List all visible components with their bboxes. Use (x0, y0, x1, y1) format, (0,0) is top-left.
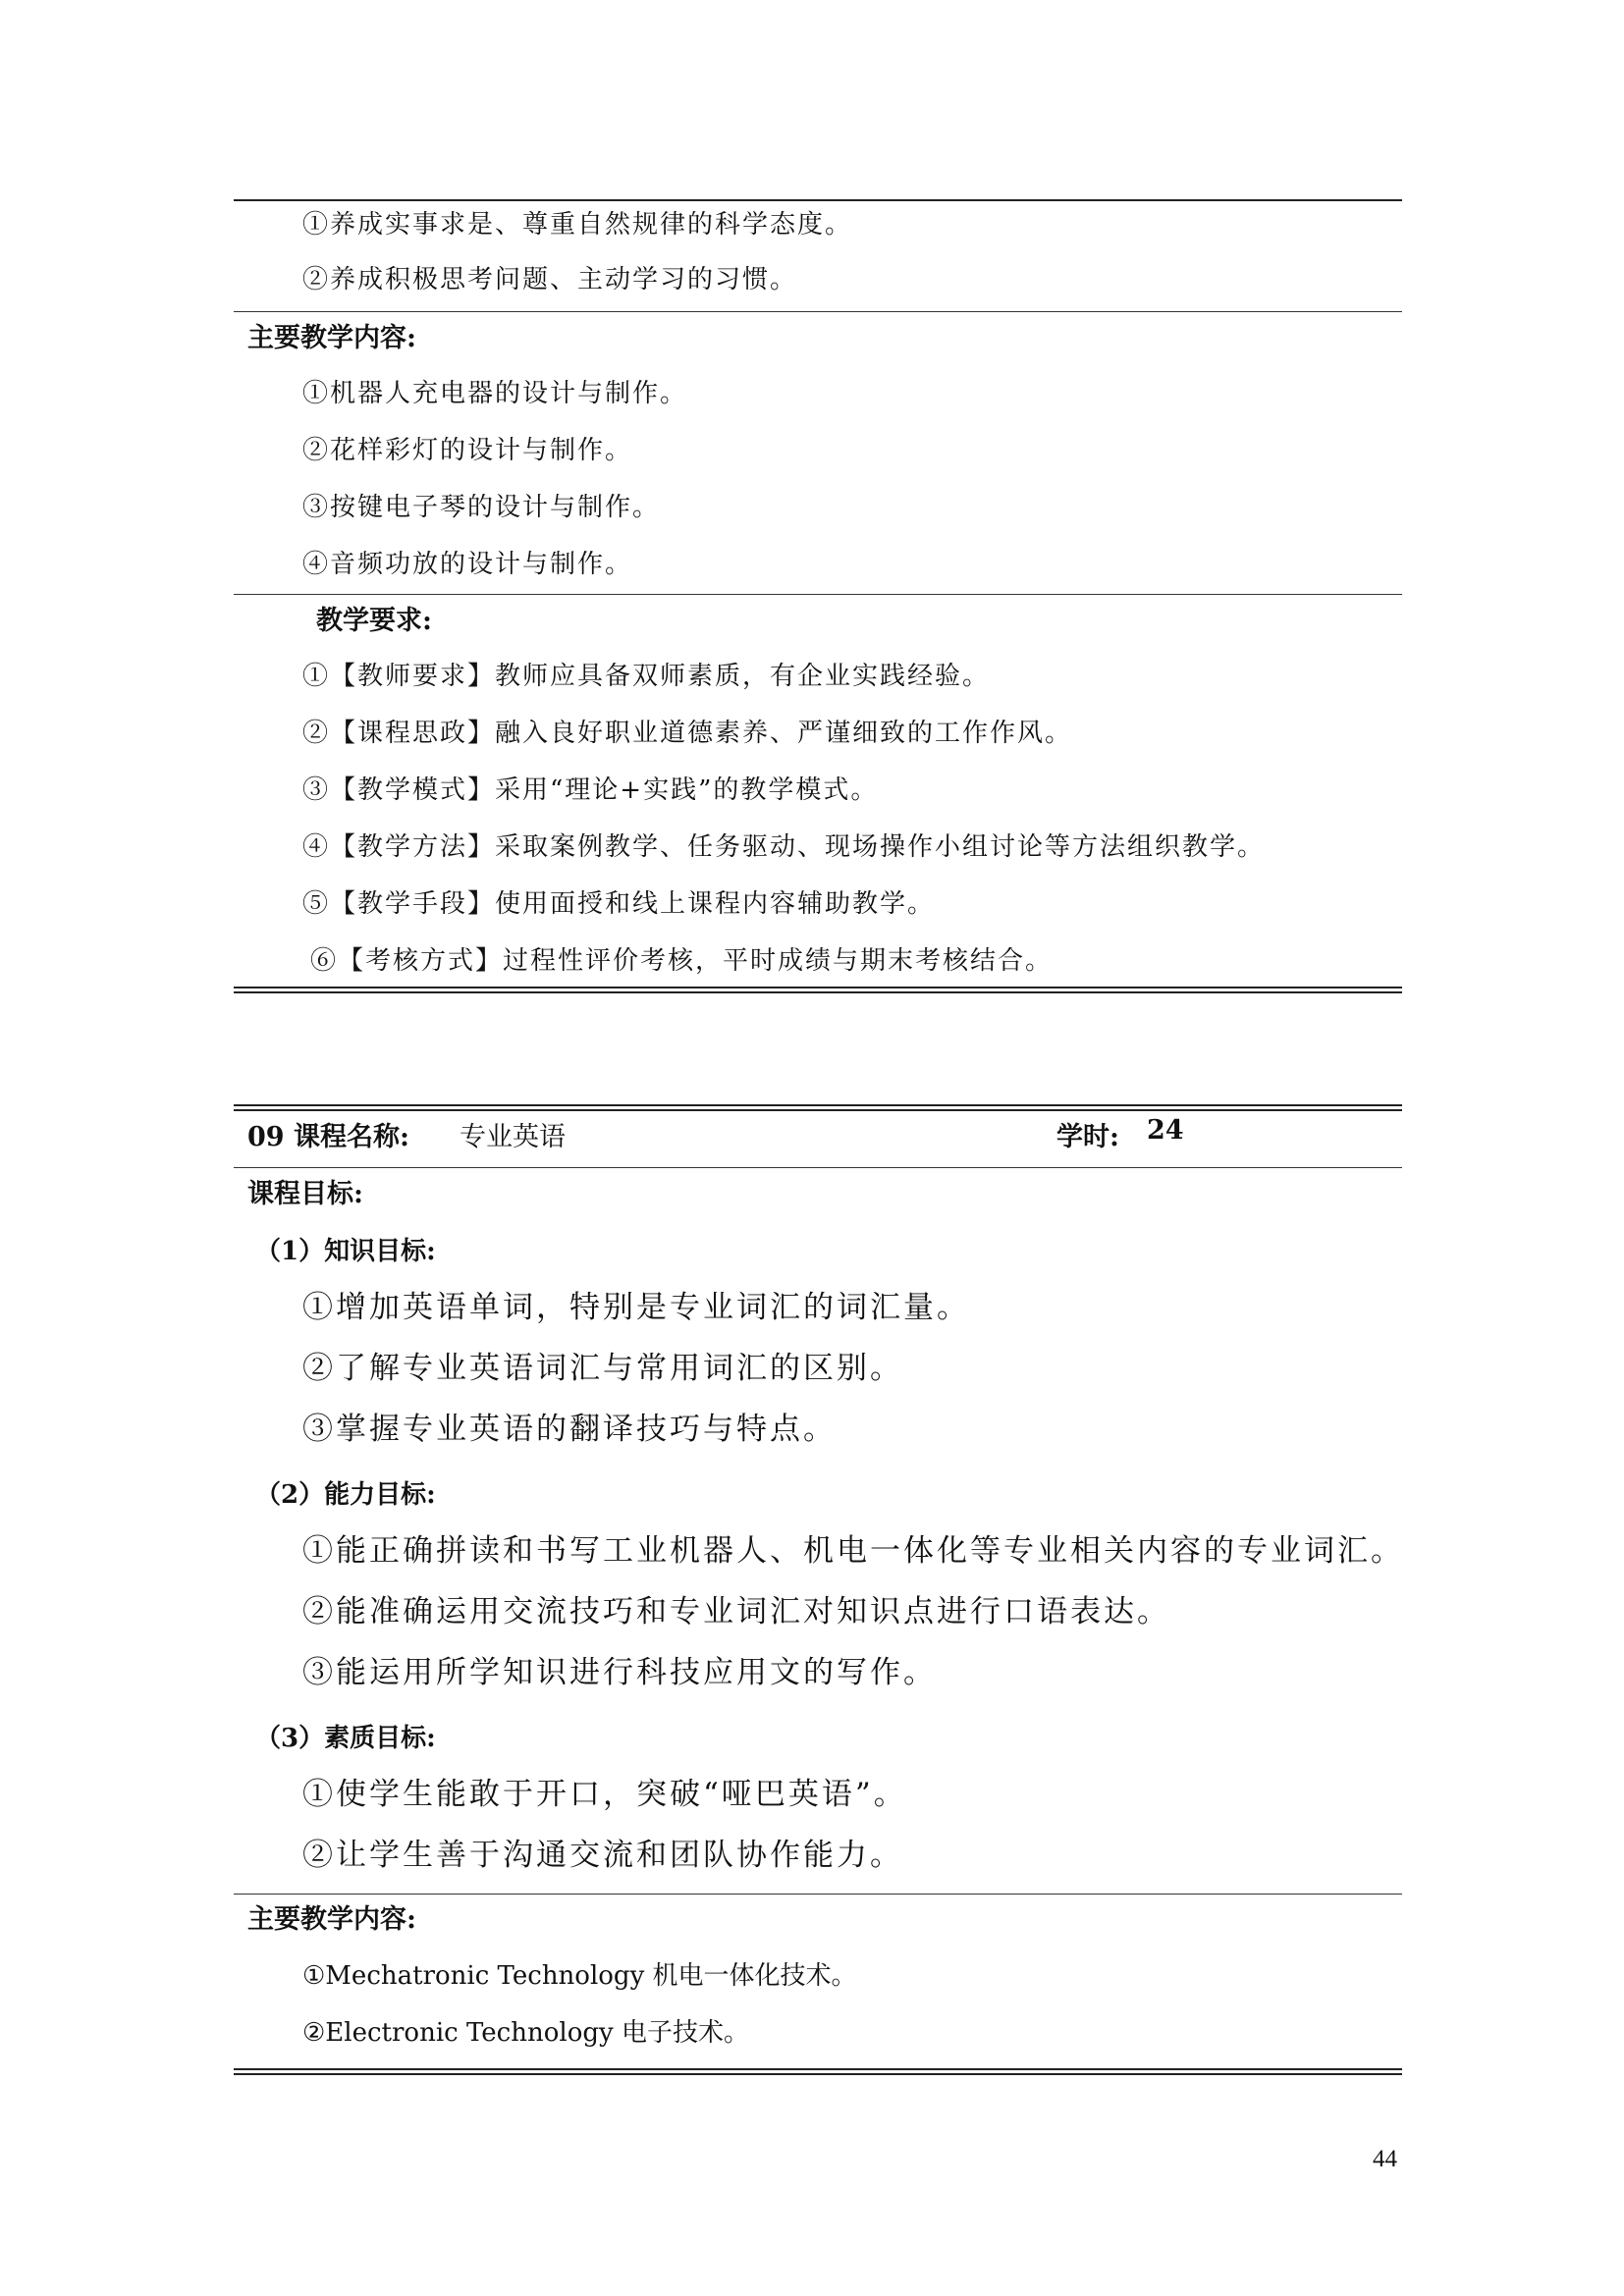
section-rule (234, 594, 1402, 595)
bottom-rule (234, 987, 1402, 993)
knowledge-item: ③掌握专业英语的翻译技巧与特点。 (302, 1412, 837, 1447)
page-number: 44 (1373, 2146, 1397, 2172)
section-rule (234, 1894, 1402, 1895)
course-label: 09 课程名称: (247, 1122, 409, 1152)
knowledge-item: ①增加英语单词，特别是专业词汇的词汇量。 (302, 1290, 970, 1325)
hours-label: 学时: (1056, 1122, 1119, 1152)
quality-item: ②让学生善于沟通交流和团队协作能力。 (302, 1838, 903, 1873)
requirement-item: ①【教师要求】教师应具备双师素质，有企业实践经验。 (302, 662, 991, 691)
content-item: ②花样彩灯的设计与制作。 (302, 436, 633, 465)
hours-value: 24 (1147, 1115, 1184, 1146)
top-rule (234, 1104, 1402, 1111)
requirement-item: ②【课程思政】融入良好职业道德素养、严谨细致的工作作风。 (302, 719, 1073, 748)
knowledge-heading: （1）知识目标: (255, 1237, 436, 1266)
ability-item: ③能运用所学知识进行科技应用文的写作。 (302, 1655, 937, 1690)
quality-heading: （3）素质目标: (255, 1724, 436, 1753)
ability-heading: （2）能力目标: (255, 1480, 436, 1510)
content-item: ④音频功放的设计与制作。 (302, 550, 633, 579)
goals-heading: 课程目标: (247, 1179, 363, 1209)
knowledge-item: ②了解专业英语词汇与常用词汇的区别。 (302, 1351, 903, 1386)
course-title-row (247, 1115, 1402, 1153)
requirement-item: ④【教学方法】采取案例教学、任务驱动、现场操作小组讨论等方法组织教学。 (302, 832, 1266, 862)
requirement-item: ③【教学模式】采用“理论+实践”的教学模式。 (302, 775, 879, 805)
content-heading: 主要教学内容: (247, 323, 416, 353)
course-name: 专业英语 (460, 1122, 566, 1152)
section-rule (234, 1167, 1402, 1168)
ability-item: ②能准确运用交流技巧和专业词汇对知识点进行口语表达。 (302, 1594, 1170, 1629)
content-item: ①机器人充电器的设计与制作。 (302, 379, 688, 408)
bottom-rule (234, 2068, 1402, 2075)
content-item: ①Mechatronic Technology 机电一体化技术。 (302, 1961, 857, 1991)
content-heading: 主要教学内容: (247, 1904, 416, 1935)
content-item: ③按键电子琴的设计与制作。 (302, 493, 661, 522)
requirement-item: ⑥【考核方式】过程性评价考核，平时成绩与期末考核结合。 (310, 946, 1054, 976)
ability-item: ①能正确拼读和书写工业机器人、机电一体化等专业相关内容的专业词汇。 (302, 1533, 1404, 1569)
quality-item: ②养成积极思考问题、主动学习的习惯。 (302, 265, 798, 294)
content-item: ②Electronic Technology 电子技术。 (302, 2018, 749, 2048)
requirements-heading: 教学要求: (316, 606, 432, 636)
quality-item: ①养成实事求是、尊重自然规律的科学态度。 (302, 210, 853, 240)
requirement-item: ⑤【教学手段】使用面授和线上课程内容辅助教学。 (302, 889, 936, 919)
top-rule (234, 199, 1402, 201)
section-rule (234, 311, 1402, 312)
quality-item: ①使学生能敢于开口，突破“哑巴英语”。 (302, 1777, 907, 1812)
